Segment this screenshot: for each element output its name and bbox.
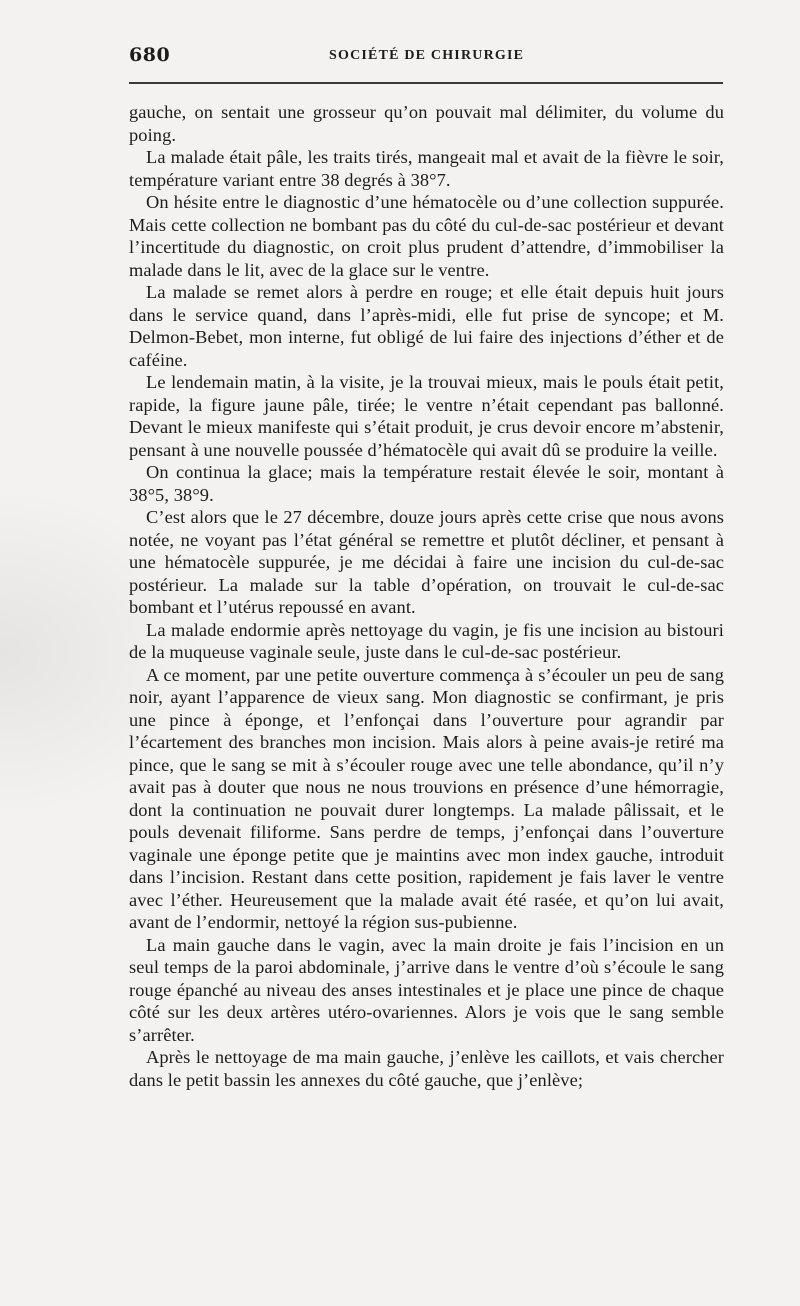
paragraph: A ce moment, par une petite ouverture commença à s’écouler un peu de sang noir, ayant l’apparence de vieux sang. Mon diagnostic se confirmant, je pris une pince à éponge, et l’enfonçai dans l’ouverture pour agrandir par l’écartement des branches mon incision. Mais alors à peine avais-je retiré ma pince, que le sang se mit à s’écouler rouge avec une telle abondance, qu’il n’y avait pas à douter que nous ne nous trouvions en présence d’une hémorragie, dont la continuation ne pouvait durer longtemps. La malade pâlissait, et le pouls devenait filiforme. Sans perdre de temps, j’enfonçai dans l’ouverture vaginale une éponge petite que je maintins avec mon index gauche, introduit dans l’incision. Restant dans cette position, rapidement je fais laver le ventre avec l’éther. Heureusement que la malade avait été rasée, et qu’on lui avait, avant de l’endormir, nettoyé la région sus-pubienne. — [129, 664, 724, 932]
paragraph: La malade se remet alors à perdre en rouge; et elle était depuis huit jours dans le service quand, dans l’après-midi, elle fut prise de syncope; et M. Delmon-Bebet, mon interne, fut obligé de lui faire des injections d’éther et de caféine. — [129, 282, 724, 370]
paragraph: La malade endormie après nettoyage du vagin, je fis une incision au bistouri de la muqueuse vaginale seule, juste dans le cul-de-sac postérieur. — [129, 619, 724, 662]
paragraph: Après le nettoyage de ma main gauche, j’enlève les caillots, et vais chercher dans le petit bassin les annexes du côté gauche, que j’enlève; — [129, 1047, 724, 1090]
paragraph: On hésite entre le diagnostic d’une hématocèle ou d’une collection suppurée. Mais cette collection ne bombant pas du côté du cul-de-sac postérieur et devant l’incertitude du diagnostic, on croit plus prudent d’attendre, d’immobiliser la malade dans le lit, avec de la glace sur le ventre. — [129, 192, 724, 280]
page-number: 680 — [129, 44, 171, 66]
paragraph: C’est alors que le 27 décembre, douze jours après cette crise que nous avons notée, ne voyant pas l’état général se remettre et plutôt décliner, et pensant à une hématocèle suppurée, je me décidai à faire une incision du cul-de-sac postérieur. La malade sur la table d’opération, on trouvait le cul-de-sac bombant et l’utérus repoussé en avant. — [129, 507, 724, 617]
paragraph: La malade était pâle, les traits tirés, mangeait mal et avait de la fièvre le soir, température variant entre 38 degrés à 38°7. — [129, 147, 724, 190]
paragraph: gauche, on sentait une grosseur qu’on pouvait mal délimiter, du volume du poing. — [129, 102, 724, 145]
paragraph: On continua la glace; mais la température restait élevée le soir, montant à 38°5, 38°9. — [129, 462, 724, 505]
paragraph: La main gauche dans le vagin, avec la main droite je fais l’incision en un seul temps de la paroi abdominale, j’arrive dans le ventre d’où s’écoule le sang rouge épanché au niveau des anses intestinales et je place une pince de chaque côté sur les deux artères utéro-ovariennes. Alors je vois que le sang semble s’arrêter. — [129, 934, 724, 1045]
paragraph: Le lendemain matin, à la visite, je la trouvai mieux, mais le pouls était petit, rapide, la figure jaune pâle, tirée; le ventre n’était cependant pas ballonné. Devant le mieux manifeste qui s’était produit, je crus devoir encore m’abstenir, pensant à une nouvelle poussée d’hématocèle qui avait dû se produire la veille. — [129, 372, 724, 460]
running-head: SOCIÉTÉ DE CHIRURGIE — [329, 48, 525, 63]
page-header — [129, 44, 724, 74]
header-rule — [129, 82, 723, 84]
body-text — [129, 101, 724, 1091]
